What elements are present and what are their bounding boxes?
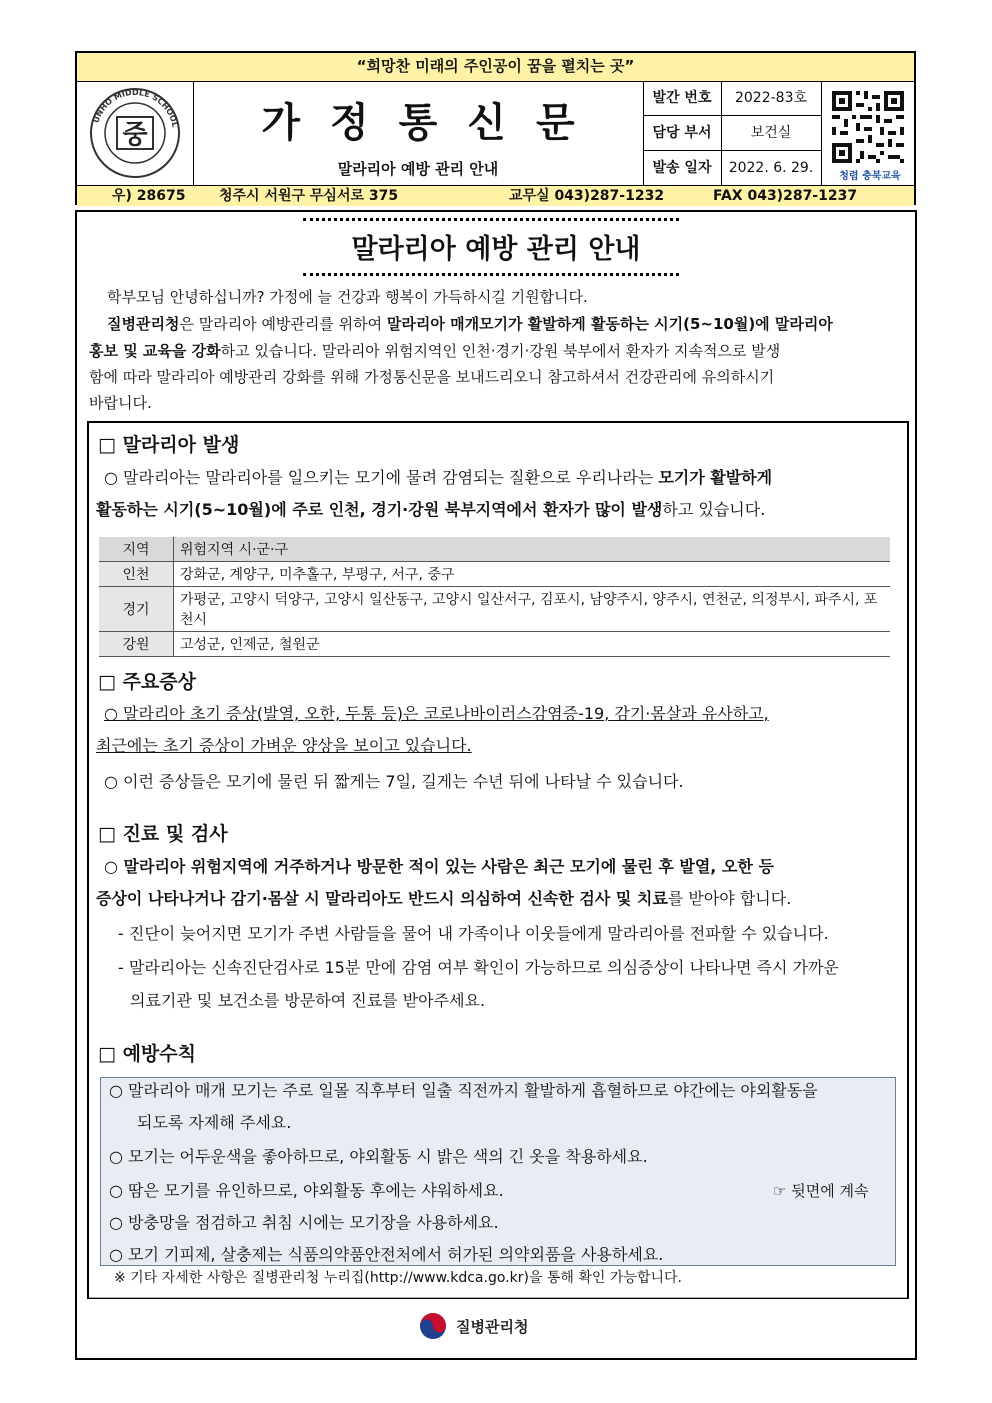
address-bar xyxy=(77,185,914,206)
diagnosis-line-1: ○ 말라리아 위험지역에 거주하거나 방문한 적이 있는 사람은 최근 모기에 물린 후 발열, 오한 등 xyxy=(104,857,774,876)
office-phone: 교무실 043)287-1232 xyxy=(509,188,665,204)
agency-name: 질병관리청 xyxy=(456,1318,529,1336)
intro-text: 질병관리청 xyxy=(107,315,180,333)
reference-note: ※ 기타 자세한 사항은 질병관리청 누리집(http://www.kdca.go.kr)을 통해 확인 가능합니다. xyxy=(114,1270,682,1286)
school-motto: “희망찬 미래의 주인공이 꿈을 펼치는 곳” xyxy=(77,53,914,82)
occurrence-line-2 xyxy=(96,493,765,527)
symptoms-line-1: ○ 말라리아 초기 증상(발열, 오한, 두통 등)은 코로나바이러스감염증-19, 감기·몸살과 유사하고, xyxy=(104,704,769,723)
school-seal-char: 중 xyxy=(122,120,148,150)
table-cell: 강원 xyxy=(99,632,174,657)
meta-row-dept xyxy=(643,116,821,151)
occurrence-text: ○ 말라리아는 말라리아를 일으키는 모기에 물려 감염되는 질환으로 우리나라는 xyxy=(104,468,659,487)
table-header: 위험지역 시·군·구 xyxy=(174,537,891,562)
occurrence-line-1 xyxy=(104,461,772,495)
svg-text:UNHO MIDDLE SCHOOL: UNHO MIDDLE SCHOOL xyxy=(91,87,180,129)
meta-value: 보건실 xyxy=(750,125,792,141)
meta-row-issue xyxy=(643,81,821,116)
intro-line-4: 바랍니다. xyxy=(89,394,152,412)
occurrence-text: 활동하는 시기(5~10월)에 주로 인천, 경기·강원 북부지역에서 환자가 많이 발생 xyxy=(96,500,663,519)
meta-label: 담당 부서 xyxy=(643,116,722,150)
postal-code: 우) 28675 xyxy=(112,188,186,204)
school-seal-icon xyxy=(77,81,193,185)
intro-line-1 xyxy=(107,312,833,337)
intro-text: 하고 있습니다. 말라리아 위험지역인 인천·경기·강원 북부에서 환자가 지속적으로 발생 xyxy=(220,342,781,360)
section-heading-prevention: □ 예방수칙 xyxy=(98,1043,196,1065)
intro-text: 말라리아 매개모기가 활발하게 활동하는 시기(5~10월)에 말라리아 xyxy=(386,315,833,333)
diagnosis-line-2 xyxy=(96,882,791,916)
qr-code-icon[interactable] xyxy=(822,81,917,167)
newsletter-subtitle: 말라리아 예방 관리 안내 xyxy=(337,160,499,178)
meta-value: 2022-83호 xyxy=(734,90,808,106)
prevention-item: ○ 땀은 모기를 유인하므로, 야외활동 후에는 샤워하세요. xyxy=(109,1181,504,1200)
table-cell: 경기 xyxy=(99,587,174,632)
prevention-item: ○ 방충망을 점검하고 취침 시에는 모기장을 사용하세요. xyxy=(109,1213,499,1232)
section-heading-symptoms: □ 주요증상 xyxy=(98,671,196,693)
school-logo-cell xyxy=(77,81,194,185)
section-heading-diagnosis: □ 진료 및 검사 xyxy=(98,823,228,845)
meta-value: 2022. 6. 29. xyxy=(728,160,814,176)
footer-divider xyxy=(89,1297,907,1298)
intro-greeting: 학부모님 안녕하십니까? 가정에 늘 건강과 행복이 가득하시길 기원합니다. xyxy=(107,288,588,306)
diagnosis-detail-3: 의료기관 및 보건소를 방문하여 진료를 받아주세요. xyxy=(130,991,486,1010)
meta-label: 발송 일자 xyxy=(643,151,722,185)
street-address: 청주시 서원구 무심서로 375 xyxy=(219,188,399,204)
prevention-item: ○ 모기 기피제, 살충제는 식품의약품안전처에서 허가된 의약외품을 사용하세요. xyxy=(109,1245,664,1264)
prevention-item: ○ 모기는 어두운색을 좋아하므로, 야외활동 시 밝은 색의 긴 옷을 착용하세요. xyxy=(109,1147,648,1166)
prevention-item: 되도록 자제해 주세요. xyxy=(137,1113,292,1132)
title-divider-bottom xyxy=(303,273,679,276)
table-row xyxy=(99,587,890,632)
diagnosis-text: 증상이 나타나거나 감기·몸살 시 말라리아도 반드시 의심하여 신속한 검사 및 치료 xyxy=(96,889,668,908)
table-cell: 강화군, 계양구, 미추홀구, 부평구, 서구, 중구 xyxy=(174,562,891,587)
newsletter-title: 가정통신문 xyxy=(261,99,605,146)
qr-cell xyxy=(821,81,917,185)
letter-header xyxy=(75,51,916,205)
occurrence-text: 하고 있습니다. xyxy=(662,500,766,519)
intro-line-3: 함에 따라 말라리아 예방관리 강화를 위해 가정통신문을 보내드리오니 참고하셔서 건강관리에 유의하시기 xyxy=(89,368,775,386)
meta-row-date xyxy=(643,151,821,185)
fax-number: FAX 043)287-1237 xyxy=(713,188,858,204)
diagnosis-detail-2: - 말라리아는 신속진단검사로 15분 만에 감염 여부 확인이 가능하므로 의심증상이 나타나면 즉시 가까운 xyxy=(118,958,839,977)
prevention-item: ○ 말라리아 매개 모기는 주로 일몰 직후부터 일출 직전까지 활발하게 흡혈하므로 야간에는 야외활동을 xyxy=(109,1081,818,1100)
intro-line-2 xyxy=(89,339,780,364)
document-title: 말라리아 예방 관리 안내 xyxy=(351,234,641,265)
meta-label: 발간 번호 xyxy=(643,81,722,115)
kdca-emblem-icon xyxy=(418,1311,448,1341)
table-row xyxy=(99,632,890,657)
table-cell: 인천 xyxy=(99,562,174,587)
occurrence-text: 모기가 활발하게 xyxy=(658,468,773,487)
table-cell: 고성군, 인제군, 철원군 xyxy=(174,632,891,657)
continue-note: ☞ 뒷면에 계속 xyxy=(773,1182,869,1200)
qr-label: 청렴 충북교육 xyxy=(839,171,901,182)
title-cell xyxy=(193,81,644,185)
diagnosis-text: 를 받아야 합니다. xyxy=(667,889,792,908)
table-cell: 가평군, 고양시 덕양구, 고양시 일산동구, 고양시 일산서구, 김포시, 남양주시, 양주시, 연천군, 의정부시, 파주시, 포천시 xyxy=(174,587,891,632)
risk-area-table xyxy=(99,537,890,657)
table-row xyxy=(99,562,890,587)
intro-text: 은 말라리아 예방관리를 위하여 xyxy=(179,315,387,333)
intro-text: 홍보 및 교육을 강화 xyxy=(89,342,221,360)
title-divider-top xyxy=(303,218,679,221)
symptoms-line-3: ○ 이런 증상들은 모기에 물린 뒤 짧게는 7일, 길게는 수년 뒤에 나타날 수 있습니다. xyxy=(104,772,684,791)
symptoms-line-2: 최근에는 초기 증상이 가벼운 양상을 보이고 있습니다. xyxy=(96,736,472,755)
meta-table xyxy=(643,81,821,185)
table-header-row xyxy=(99,537,890,562)
table-header: 지역 xyxy=(99,537,174,562)
diagnosis-detail-1: - 진단이 늦어지면 모기가 주변 사람들을 물어 내 가족이나 이웃들에게 말라리아를 전파할 수 있습니다. xyxy=(118,924,829,943)
prevention-box xyxy=(100,1077,896,1266)
section-heading-occurrence: □ 말라리아 발생 xyxy=(98,434,240,456)
kdca-logo xyxy=(418,1311,578,1343)
